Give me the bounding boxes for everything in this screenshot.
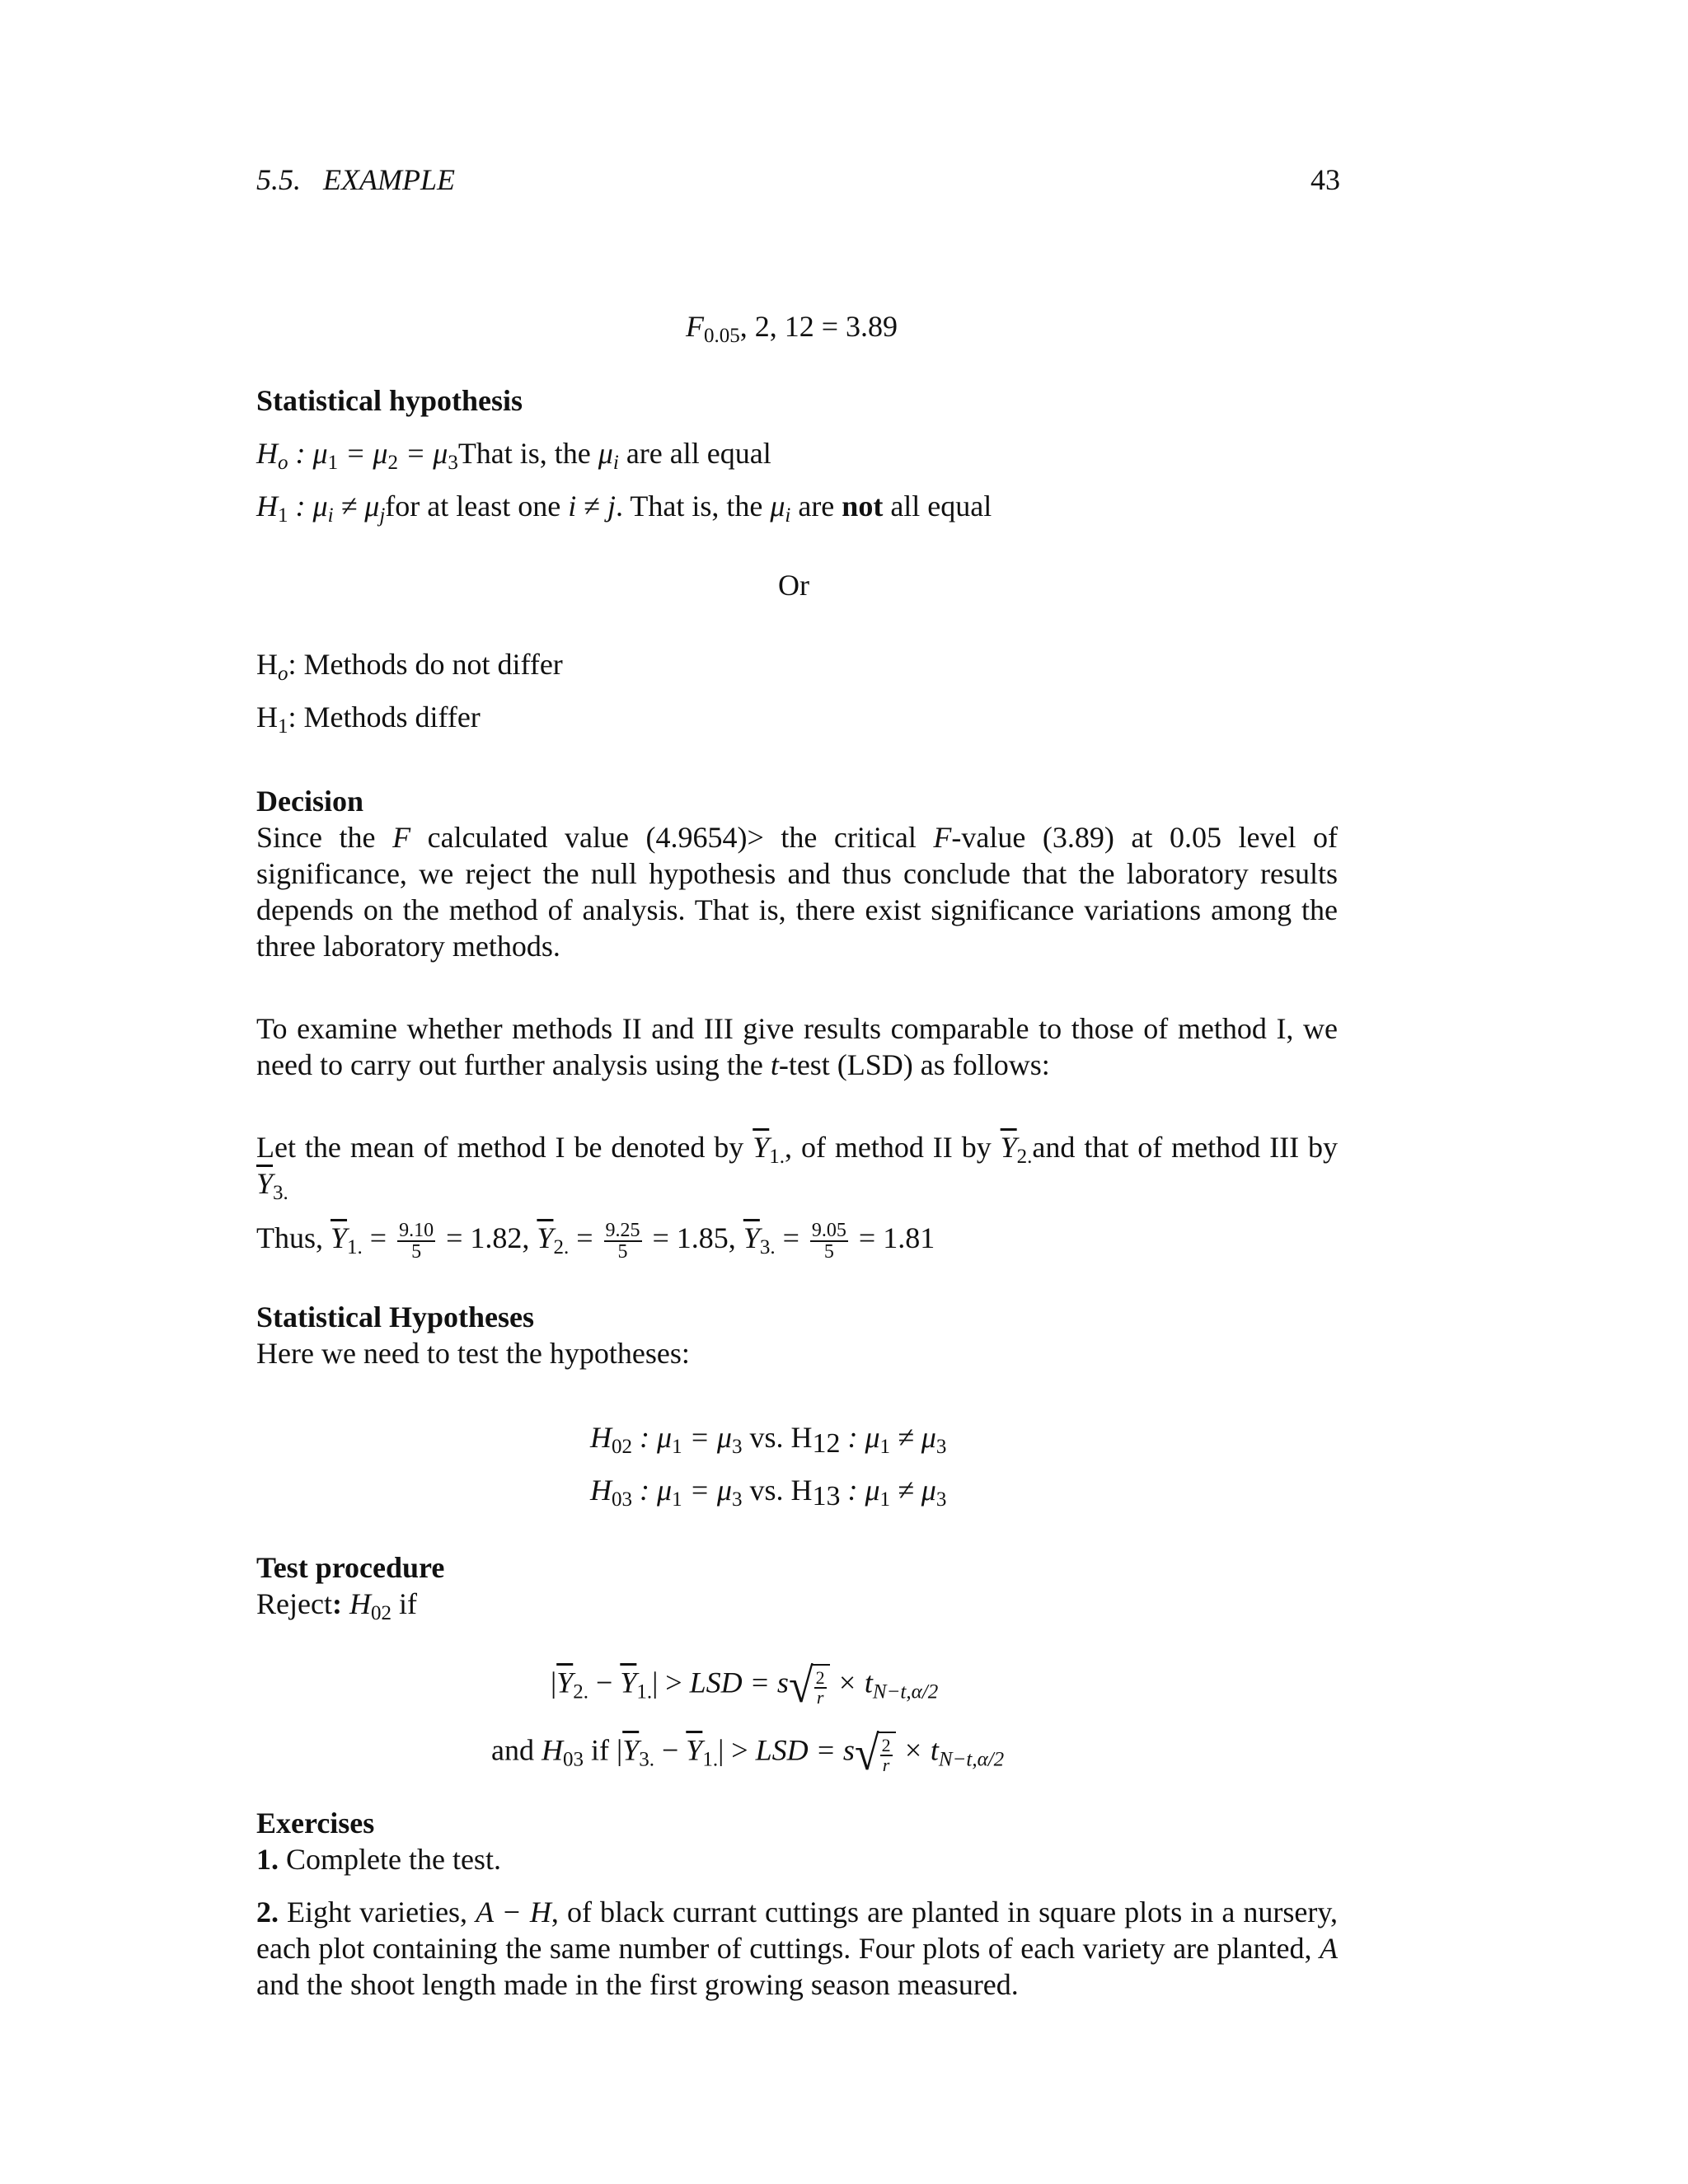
sqrt-icon: √ $\frac{2}{r}$ <box>789 1663 830 1708</box>
f-symbol: F <box>686 310 704 343</box>
y-sub-3: 3. <box>639 1748 654 1771</box>
h0-mu-sub: i <box>612 452 619 474</box>
y-bar: $\overline{Y}$ <box>331 1221 348 1254</box>
sqrt-icon: √ $\frac{2}{r}$ <box>855 1731 896 1775</box>
null-hypothesis-words <box>256 646 563 685</box>
h0-text: That is, the <box>457 437 598 470</box>
y-sub-1: 1. <box>702 1748 719 1771</box>
exercise-2-range: A − H <box>476 1896 551 1929</box>
heading-decision: Decision <box>256 785 363 818</box>
h1-mu: μ <box>770 490 785 523</box>
mean-1-value: = 1.82, <box>438 1221 537 1254</box>
mu-sub-1: 1 <box>672 1436 682 1458</box>
reject-h: H <box>349 1587 371 1620</box>
h1-text-a: for at least one <box>385 490 569 523</box>
lsd-symbol: LSD <box>689 1666 743 1699</box>
thus-label: Thus, <box>256 1221 331 1254</box>
exercise-2 <box>256 1894 1338 2003</box>
fraction-2-over-r <box>814 1669 827 1707</box>
exercise-2-a: A <box>1320 1932 1338 1965</box>
minus: − <box>654 1733 687 1767</box>
reject-colon: : <box>331 1587 342 1620</box>
h03-math: : μ <box>632 1474 673 1507</box>
means-text-c: and that of method III by <box>1032 1131 1338 1164</box>
y-sub-3: 3. <box>759 1236 776 1258</box>
fraction-2-over-r <box>880 1736 893 1774</box>
y-bar: $\overline{Y}$ <box>686 1733 703 1767</box>
lsd-symbol: LSD <box>755 1733 809 1767</box>
h1-sub: 1 <box>278 504 288 527</box>
hypotheses-intro: Here we need to test the hypotheses: <box>256 1337 690 1370</box>
y-bar: $\overline{Y}$ <box>556 1666 574 1699</box>
lsd-intro-t: t <box>770 1048 779 1081</box>
means-text-b: , of method II by <box>785 1131 1001 1164</box>
fraction-denominator: r <box>816 1687 824 1708</box>
fraction-denominator: 5 <box>411 1240 422 1263</box>
if-label: if <box>583 1733 617 1767</box>
h13-sub: 13 <box>812 1481 841 1511</box>
mu-sub-1: 1 <box>672 1488 682 1511</box>
h1-j: j <box>607 490 616 523</box>
y-sub-1: 1. <box>347 1236 363 1258</box>
and-label: and <box>491 1733 542 1767</box>
lsd-formula-2 <box>491 1726 1005 1780</box>
h02-symbol: H <box>590 1421 612 1454</box>
h0-mu: μ <box>598 437 613 470</box>
alternative-hypothesis-line <box>256 488 992 527</box>
h1-neq: ≠ <box>576 490 607 523</box>
y-bar: $\overline{Y}$ <box>753 1131 770 1164</box>
h1-symbol: H <box>256 490 278 523</box>
h0-tail: are all equal <box>618 437 771 470</box>
abs-close-gt: | > <box>718 1733 756 1767</box>
mu-sub-1: 1 <box>879 1488 891 1511</box>
h03-vs: vs. H <box>742 1474 813 1507</box>
running-header <box>256 162 455 198</box>
h0-math: : μ <box>288 437 328 470</box>
h02-math: : μ <box>632 1421 673 1454</box>
section-title: EXAMPLE <box>323 163 455 196</box>
h02-sub: 02 <box>612 1436 632 1458</box>
fraction-numerator: 9.10 <box>399 1219 434 1241</box>
h0-symbol: H <box>256 437 278 470</box>
equals: = <box>362 1221 395 1254</box>
f-rest: , 2, 12 = 3.89 <box>739 310 898 343</box>
fraction-numerator: 2 <box>881 1735 891 1756</box>
y-bar: $\overline{Y}$ <box>622 1733 640 1767</box>
heading-statistical-hypothesis: Statistical hypothesis <box>256 384 523 417</box>
exercise-1-text: Complete the test. <box>279 1843 501 1876</box>
decision-text-a: Since the <box>256 821 393 854</box>
decision-text-b: calculated value (4.9654)> the critical <box>410 821 934 854</box>
fraction-denominator: 5 <box>617 1240 628 1263</box>
lsd-formula-1 <box>551 1658 939 1713</box>
y-bar: $\overline{Y}$ <box>256 1167 274 1200</box>
mu-sub-3: 3 <box>935 1488 947 1511</box>
fraction-mean-1 <box>397 1221 435 1262</box>
y-sub-2: 2. <box>553 1236 570 1258</box>
fraction-mean-3 <box>810 1221 848 1262</box>
mean-2-value: = 1.85, <box>645 1221 743 1254</box>
exercise-1 <box>256 1841 501 1877</box>
fraction-numerator: 9.05 <box>811 1219 846 1241</box>
mu3-sub: 3 <box>448 452 458 474</box>
critical-f-value <box>686 308 898 347</box>
means-definition <box>256 1129 1338 1202</box>
y-sub-1: 1. <box>636 1680 653 1704</box>
hypothesis-pair-1 <box>590 1419 947 1459</box>
reject-sub: 02 <box>370 1602 392 1624</box>
mu-sub-1: 1 <box>879 1436 891 1458</box>
mu-sub-3: 3 <box>731 1436 743 1458</box>
h03-sub: 03 <box>562 1748 584 1771</box>
y-bar: $\overline{Y}$ <box>1000 1131 1017 1164</box>
y-bar: $\overline{Y}$ <box>537 1221 554 1254</box>
h1-not: not <box>842 490 884 523</box>
null-hypothesis-line <box>256 435 771 474</box>
alternative-hypothesis-words <box>256 699 481 738</box>
heading-test-procedure: Test procedure <box>256 1551 445 1584</box>
mu-i-sub: i <box>327 504 334 527</box>
y-bar: $\overline{Y}$ <box>620 1666 637 1699</box>
h1-mu-sub: i <box>785 504 791 527</box>
mu-sub-3: 3 <box>935 1436 947 1458</box>
section-number: 5.5. <box>256 163 301 196</box>
h03-sub: 03 <box>612 1488 632 1511</box>
heading-statistical-hypotheses: Statistical Hypotheses <box>256 1301 534 1333</box>
h0-sub: o <box>278 452 288 474</box>
mean-3-value: = 1.81 <box>851 1221 935 1254</box>
reject-label: Reject <box>256 1587 332 1620</box>
eq-s: = s <box>742 1666 789 1699</box>
h0-rel2: = μ <box>397 437 448 470</box>
equals: = <box>775 1221 807 1254</box>
decision-f2: F <box>933 821 952 854</box>
h02-rel: = μ <box>682 1421 732 1454</box>
h03-rel: = μ <box>682 1474 732 1507</box>
minus: − <box>588 1666 621 1699</box>
h1-text-b: . That is, the <box>616 490 771 523</box>
h1-math-a: : μ <box>288 490 328 523</box>
ho-words: : Methods do not differ <box>288 648 563 681</box>
exercise-2-text-b: , of black currant cuttings are planted in square plots in a nursery, each plot containing the same number of cuttings. Four plots of each variety are planted, <box>256 1896 1338 1965</box>
h03-symbol: H <box>541 1733 563 1767</box>
h1-words: : Methods differ <box>288 701 481 733</box>
mu1-sub: 1 <box>327 452 339 474</box>
abs-open: | <box>616 1733 623 1767</box>
heading-exercises: Exercises <box>256 1807 375 1840</box>
f-subscript: 0.05 <box>704 325 740 347</box>
h1-words-sub: 1 <box>278 715 288 738</box>
ho-words-sub: o <box>278 663 288 685</box>
h13-rel: ≠ μ <box>890 1474 936 1507</box>
t-sub: N−t,α/2 <box>938 1748 1005 1771</box>
reject-if: if <box>391 1587 417 1620</box>
means-values <box>256 1220 935 1262</box>
exercise-2-text-a: Eight varieties, <box>279 1896 476 1929</box>
abs-close-gt: | > <box>652 1666 690 1699</box>
means-text-a: Let the mean of method I be denoted by <box>256 1131 753 1164</box>
h1-text-c: are <box>790 490 842 523</box>
y-bar: $\overline{Y}$ <box>743 1221 760 1254</box>
h0-rel: = μ <box>338 437 388 470</box>
h12-rel: ≠ μ <box>890 1421 936 1454</box>
mu-j-sub: j <box>379 504 386 527</box>
h1-math-b: ≠ μ <box>333 490 380 523</box>
reject-line <box>256 1586 417 1622</box>
mu2-sub: 2 <box>387 452 398 474</box>
decision-f: F <box>392 821 411 854</box>
exercise-2-number: 2. <box>256 1896 279 1929</box>
t-sub: N−t,α/2 <box>872 1680 939 1704</box>
h13-math: : μ <box>840 1474 880 1507</box>
fraction-mean-2 <box>604 1221 642 1262</box>
y-sub-3: 3. <box>273 1182 288 1204</box>
exercise-1-number: 1. <box>256 1843 279 1876</box>
decision-paragraph <box>256 819 1338 964</box>
h03-symbol: H <box>590 1474 612 1507</box>
y-sub-2: 2. <box>573 1680 588 1704</box>
mu-sub-3: 3 <box>731 1488 743 1511</box>
h1-words-prefix: H <box>256 701 278 733</box>
h02-vs: vs. H <box>742 1421 813 1454</box>
lsd-intro-text-b: -test (LSD) as follows: <box>778 1048 1050 1081</box>
ho-words-prefix: H <box>256 648 278 681</box>
h1-tail: all equal <box>883 490 992 523</box>
fraction-denominator: 5 <box>823 1240 834 1263</box>
h12-math: : μ <box>840 1421 880 1454</box>
fraction-numerator: 9.25 <box>605 1219 640 1241</box>
exercise-2-text-c: and the shoot length made in the first growing season measured. <box>256 1968 1019 2001</box>
abs-open: | <box>551 1666 557 1699</box>
lsd-intro-paragraph <box>256 1010 1338 1083</box>
fraction-denominator: r <box>882 1755 890 1776</box>
y-sub-1: 1. <box>769 1146 785 1168</box>
y-sub-2: 2. <box>1016 1146 1033 1168</box>
fraction-numerator: 2 <box>815 1667 825 1689</box>
times-t: × t <box>895 1733 939 1767</box>
times-t: × t <box>829 1666 873 1699</box>
hypothesis-pair-2 <box>590 1472 947 1511</box>
h1-i: i <box>568 490 577 523</box>
equals: = <box>569 1221 601 1254</box>
decision-text-c: -value (3.89) at 0.05 level of significance, we reject the null hypothesis and thus conclude that the laboratory results depends on the method of analysis. That is, there exist significance variations among the three laboratory methods. <box>256 821 1338 963</box>
or-separator: Or <box>778 569 809 602</box>
eq-s: = s <box>808 1733 855 1767</box>
h12-sub: 12 <box>812 1428 841 1459</box>
lsd-intro-text-a: To examine whether methods II and III give results comparable to those of method I, we need to carry out further analysis using the <box>256 1012 1338 1081</box>
page-number: 43 <box>1311 163 1340 196</box>
